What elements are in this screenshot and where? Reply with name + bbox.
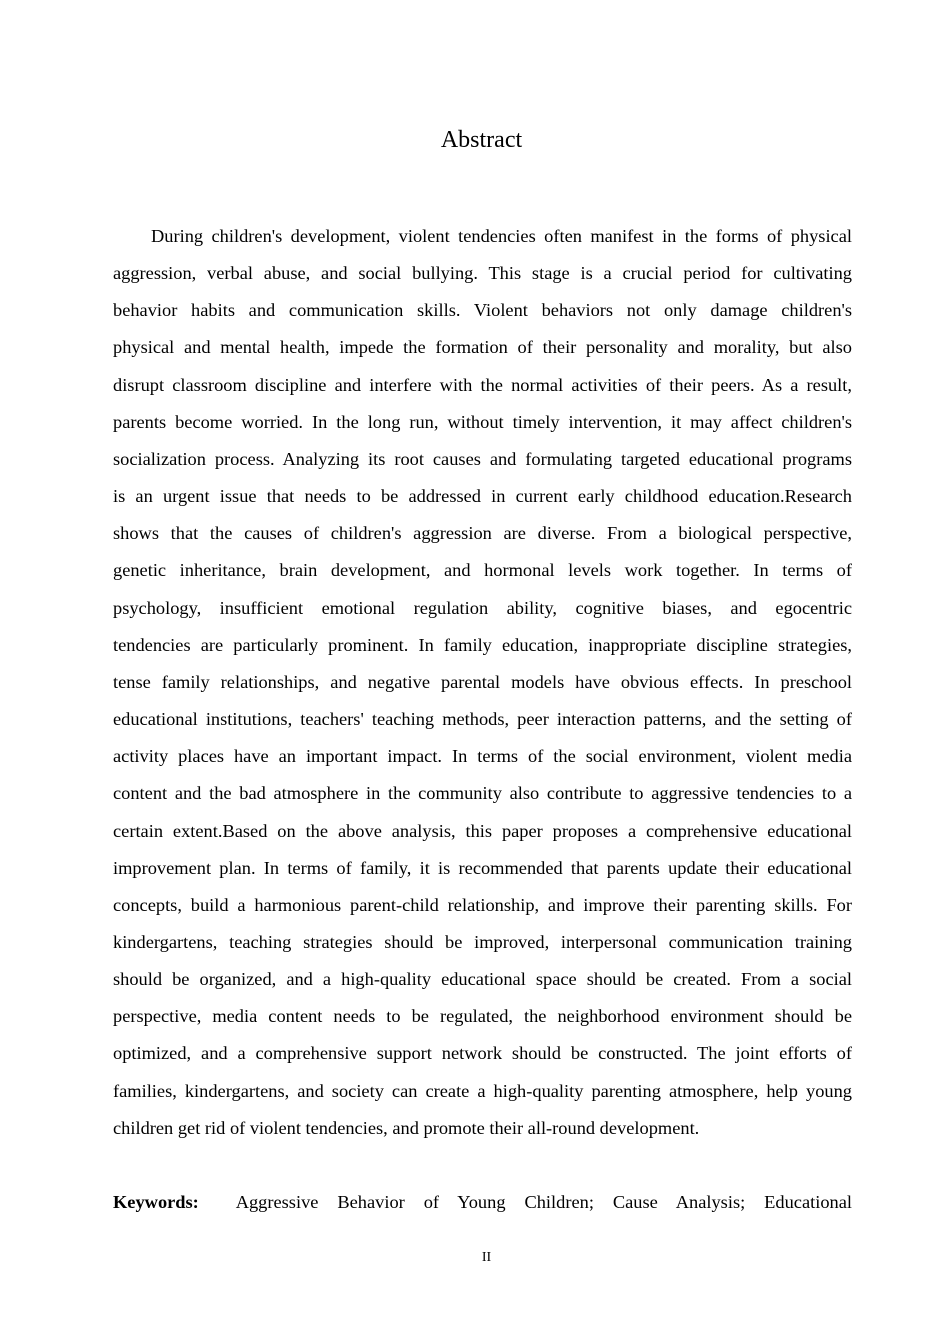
abstract-line: tendencies are particularly prominent. In family education, inappropriate discipline strategies, <box>113 634 852 655</box>
abstract-line: families, kindergartens, and society can create a high-quality parenting atmosphere, help young <box>113 1080 852 1101</box>
page-number: II <box>481 1250 492 1265</box>
abstract-line: psychology, insufficient emotional regulation ability, cognitive biases, and egocentric <box>113 597 852 618</box>
abstract-line: improvement plan. In terms of family, it is recommended that parents update their educational <box>113 857 852 878</box>
abstract-line: tense family relationships, and negative parental models have obvious effects. In preschool <box>113 671 852 692</box>
abstract-line: is an urgent issue that needs to be addressed in current early childhood education.Research <box>113 486 852 507</box>
abstract-line: content and the bad atmosphere in the community also contribute to aggressive tendencies to a <box>113 783 852 804</box>
abstract-line: kindergartens, teaching strategies should be improved, interpersonal communication training <box>113 931 852 952</box>
abstract-line: physical and mental health, impede the formation of their personality and morality, but also <box>113 337 852 358</box>
abstract-title: Abstract <box>440 127 523 153</box>
abstract-line: activity places have an important impact. In terms of the social environment, violent media <box>113 746 852 767</box>
abstract-line: educational institutions, teachers' teaching methods, peer interaction patterns, and the setting of <box>113 709 852 730</box>
keywords-line <box>113 1188 852 1216</box>
abstract-line: should be organized, and a high-quality educational space should be created. From a social <box>113 969 852 990</box>
keywords-label: Keywords: <box>113 1192 199 1212</box>
abstract-line: disrupt classroom discipline and interfere with the normal activities of their peers. As a result, <box>113 374 852 395</box>
abstract-line: perspective, media content needs to be regulated, the neighborhood environment should be <box>113 1006 852 1027</box>
abstract-body <box>113 222 852 1151</box>
abstract-line: certain extent.Based on the above analysis, this paper proposes a comprehensive educational <box>113 820 852 841</box>
abstract-line: genetic inheritance, brain development, and hormonal levels work together. In terms of <box>113 560 852 581</box>
abstract-line: concepts, build a harmonious parent-child relationship, and improve their parenting skills. For <box>113 894 852 915</box>
abstract-line: During children's development, violent tendencies often manifest in the forms of physical <box>151 226 852 246</box>
abstract-line: behavior habits and communication skills. Violent behaviors not only damage children's <box>113 300 852 321</box>
abstract-line: children get rid of violent tendencies, and promote their all-round development. <box>113 1117 700 1138</box>
abstract-line: parents become worried. In the long run, without timely intervention, it may affect children's <box>113 411 852 432</box>
abstract-line: optimized, and a comprehensive support network should be constructed. The joint efforts of <box>113 1043 852 1064</box>
abstract-line: socialization process. Analyzing its root causes and formulating targeted educational programs <box>113 448 852 469</box>
abstract-line: shows that the causes of children's aggression are diverse. From a biological perspective, <box>113 523 852 544</box>
keywords-text: Aggressive Behavior of Young Children; Cause Analysis; Educational <box>235 1192 852 1212</box>
abstract-line: aggression, verbal abuse, and social bullying. This stage is a crucial period for cultivating <box>113 263 852 284</box>
